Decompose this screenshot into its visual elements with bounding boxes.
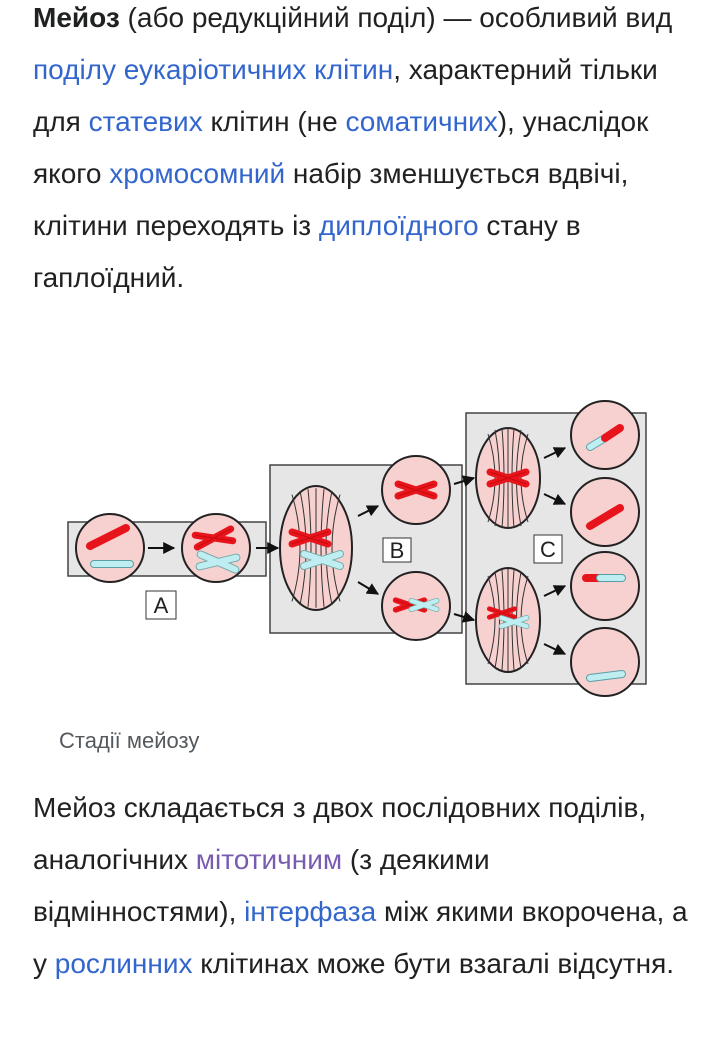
cell-c-top-dividing: [476, 427, 540, 529]
link-plant[interactable]: рослинних: [54, 948, 193, 979]
text-run: Мейоз складається з двох послідовних поділів, аналогічних: [33, 792, 647, 875]
text-run: клітинах може бути взагалі відсутня.: [192, 948, 675, 979]
label-a: [146, 591, 176, 619]
link-diploid[interactable]: диплоїдного: [318, 210, 479, 241]
term-meiosis: Мейоз: [33, 2, 120, 33]
label-c: [534, 535, 562, 563]
cell-a1: [76, 514, 144, 582]
gamete-1: [571, 401, 639, 469]
label-b-text: B: [389, 538, 405, 563]
cell-c-bottom-dividing: [476, 568, 540, 672]
link-sexual[interactable]: статевих: [88, 106, 203, 137]
text-run: , характерний тільки для: [33, 54, 658, 137]
text-run: клітин (не: [202, 106, 346, 137]
gamete-4: [571, 628, 639, 696]
label-b: [383, 538, 411, 563]
cell-b-bottom: [382, 572, 450, 640]
text-run: (або редукційний поділ) — особливий вид: [119, 2, 673, 33]
cell-b-metaphase: [280, 486, 352, 610]
link-interphase[interactable]: інтерфаза: [244, 896, 377, 927]
text-run: стану в гаплоїдний.: [33, 210, 581, 293]
intro-paragraph: [33, 0, 693, 304]
gamete-2: [571, 478, 639, 546]
second-paragraph: [33, 782, 693, 990]
meiosis-stages-diagram[interactable]: [60, 398, 660, 698]
link-eukaryotic-cell-division[interactable]: поділу еукаріотичних клітин: [33, 54, 394, 85]
cell-b-top: [382, 456, 450, 524]
link-mitotic[interactable]: мітотичним: [195, 844, 343, 875]
text-run: між якими вкорочена, а у: [33, 896, 688, 979]
label-a-text: A: [153, 593, 169, 618]
text-run: (з деякими відмінностями),: [33, 844, 490, 927]
link-chromosome[interactable]: хромосомний: [109, 158, 286, 189]
label-c-text: C: [540, 537, 556, 562]
link-somatic[interactable]: соматичних: [345, 106, 498, 137]
text-run: ), унаслідок якого: [33, 106, 649, 189]
text-run: набір зменшується вдвічі, клітини переходять із: [33, 158, 629, 241]
gamete-3: [571, 552, 639, 620]
figure-caption: Стадії мейозу: [59, 728, 200, 753]
cell-a2: [182, 514, 250, 582]
